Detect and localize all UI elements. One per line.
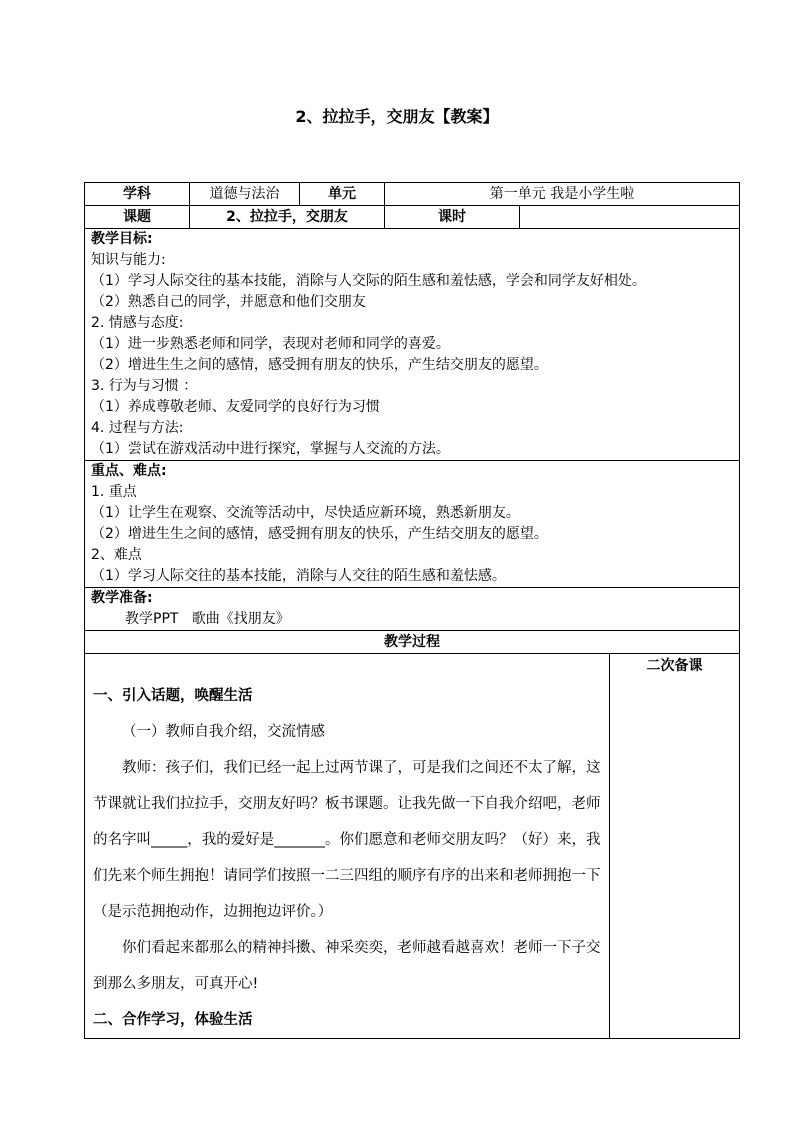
keypoint-line: （2）增进生生之间的感情，感受拥有朋友的快乐，产生结交朋友的愿望。 — [91, 526, 548, 542]
objective-line: （2）熟悉自己的同学，并愿意和他们交朋友 — [91, 294, 366, 310]
preparation-heading: 教学准备: — [91, 590, 153, 606]
objective-line: （1）学习人际交往的基本技能，消除与人交际的陌生感和羞怯感，学会和同学友好相处。 — [91, 273, 646, 289]
unit-value: 第一单元 我是小学生啦 — [385, 183, 740, 206]
objective-line: （1）尝试在游戏活动中进行探究，掌握与人交流的方法。 — [91, 441, 450, 457]
keypoint-line: 1. 重点 — [91, 484, 137, 500]
section-heading: 一、引入话题，唤醒生活 — [93, 688, 253, 704]
section-heading: 二、合作学习，体验生活 — [93, 1012, 253, 1028]
preparation-content: 教学PPT 歌曲《找朋友》 — [125, 611, 290, 627]
subsection-heading: （一）教师自我介绍，交流情感 — [122, 724, 325, 740]
objective-line: 知识与能力: — [91, 252, 166, 268]
objective-line: 2. 情感与态度: — [91, 315, 184, 331]
objective-line: 3. 行为与习惯 ： — [91, 378, 198, 394]
second-prep-heading: 二次备课 — [646, 658, 703, 674]
objective-line: （2）增进生生之间的感情，感受拥有朋友的快乐，产生结交朋友的愿望。 — [91, 357, 548, 373]
subject-value: 道德与法治 — [190, 183, 300, 206]
objective-line: （1）进一步熟悉老师和同学，表现对老师和同学的喜爱。 — [91, 336, 450, 352]
topic-row — [85, 206, 740, 229]
process-content — [85, 654, 610, 1039]
keypoint-line: 2、难点 — [91, 547, 142, 563]
topic-value: 2、拉拉手，交朋友 — [190, 206, 385, 229]
keypoint-line: （1）让学生在观察、交流等活动中，尽快适应新环境，熟悉新朋友。 — [91, 505, 520, 521]
process-body-row — [85, 654, 740, 1039]
objective-line: 4. 过程与方法: — [91, 420, 184, 436]
preparation-row — [85, 588, 740, 631]
subject-label: 学科 — [85, 183, 190, 206]
second-prep-column — [610, 654, 740, 1039]
keypoints-heading: 重点、难点: — [91, 463, 167, 479]
process-paragraph: 你们看起来都那么的精神抖擞、神采奕奕，老师越看越喜欢！老师一下子交到那么多朋友，可真开心! — [93, 940, 601, 992]
topic-label: 课题 — [85, 206, 190, 229]
lesson-plan-table — [84, 182, 739, 1039]
objectives-row — [85, 229, 740, 461]
keypoints-row — [85, 461, 740, 588]
objectives-heading: 教学目标: — [91, 231, 153, 247]
period-value — [520, 206, 740, 229]
process-header-row — [85, 631, 740, 654]
objective-line: （1）养成尊敬老师、友爱同学的良好行为习惯 — [91, 399, 380, 415]
period-label: 课时 — [385, 206, 520, 229]
subject-row — [85, 183, 740, 206]
keypoint-line: （1）学习人际交往的基本技能，消除与人交往的陌生感和羞怯感。 — [91, 568, 506, 584]
process-paragraph: 教师：孩子们，我们已经一起上过两节课了，可是我们之间还不太了解，这节课就让我们拉拉手，交朋友好吗？板书课题。让我先做一下自我介绍吧，老师的名字叫_____，我的爱好是_______。你们愿意和老师交朋友吗？（好）来，我们先来个师生拥抱！请同学们按照一二三四组的顺序有序的出来和老师拥抱一下（是示范拥抱动作，边拥抱边评价。） — [93, 760, 601, 920]
process-heading: 教学过程 — [85, 631, 740, 654]
unit-label: 单元 — [300, 183, 385, 206]
document-title: 2、拉拉手，交朋友【教案】 — [295, 107, 499, 126]
